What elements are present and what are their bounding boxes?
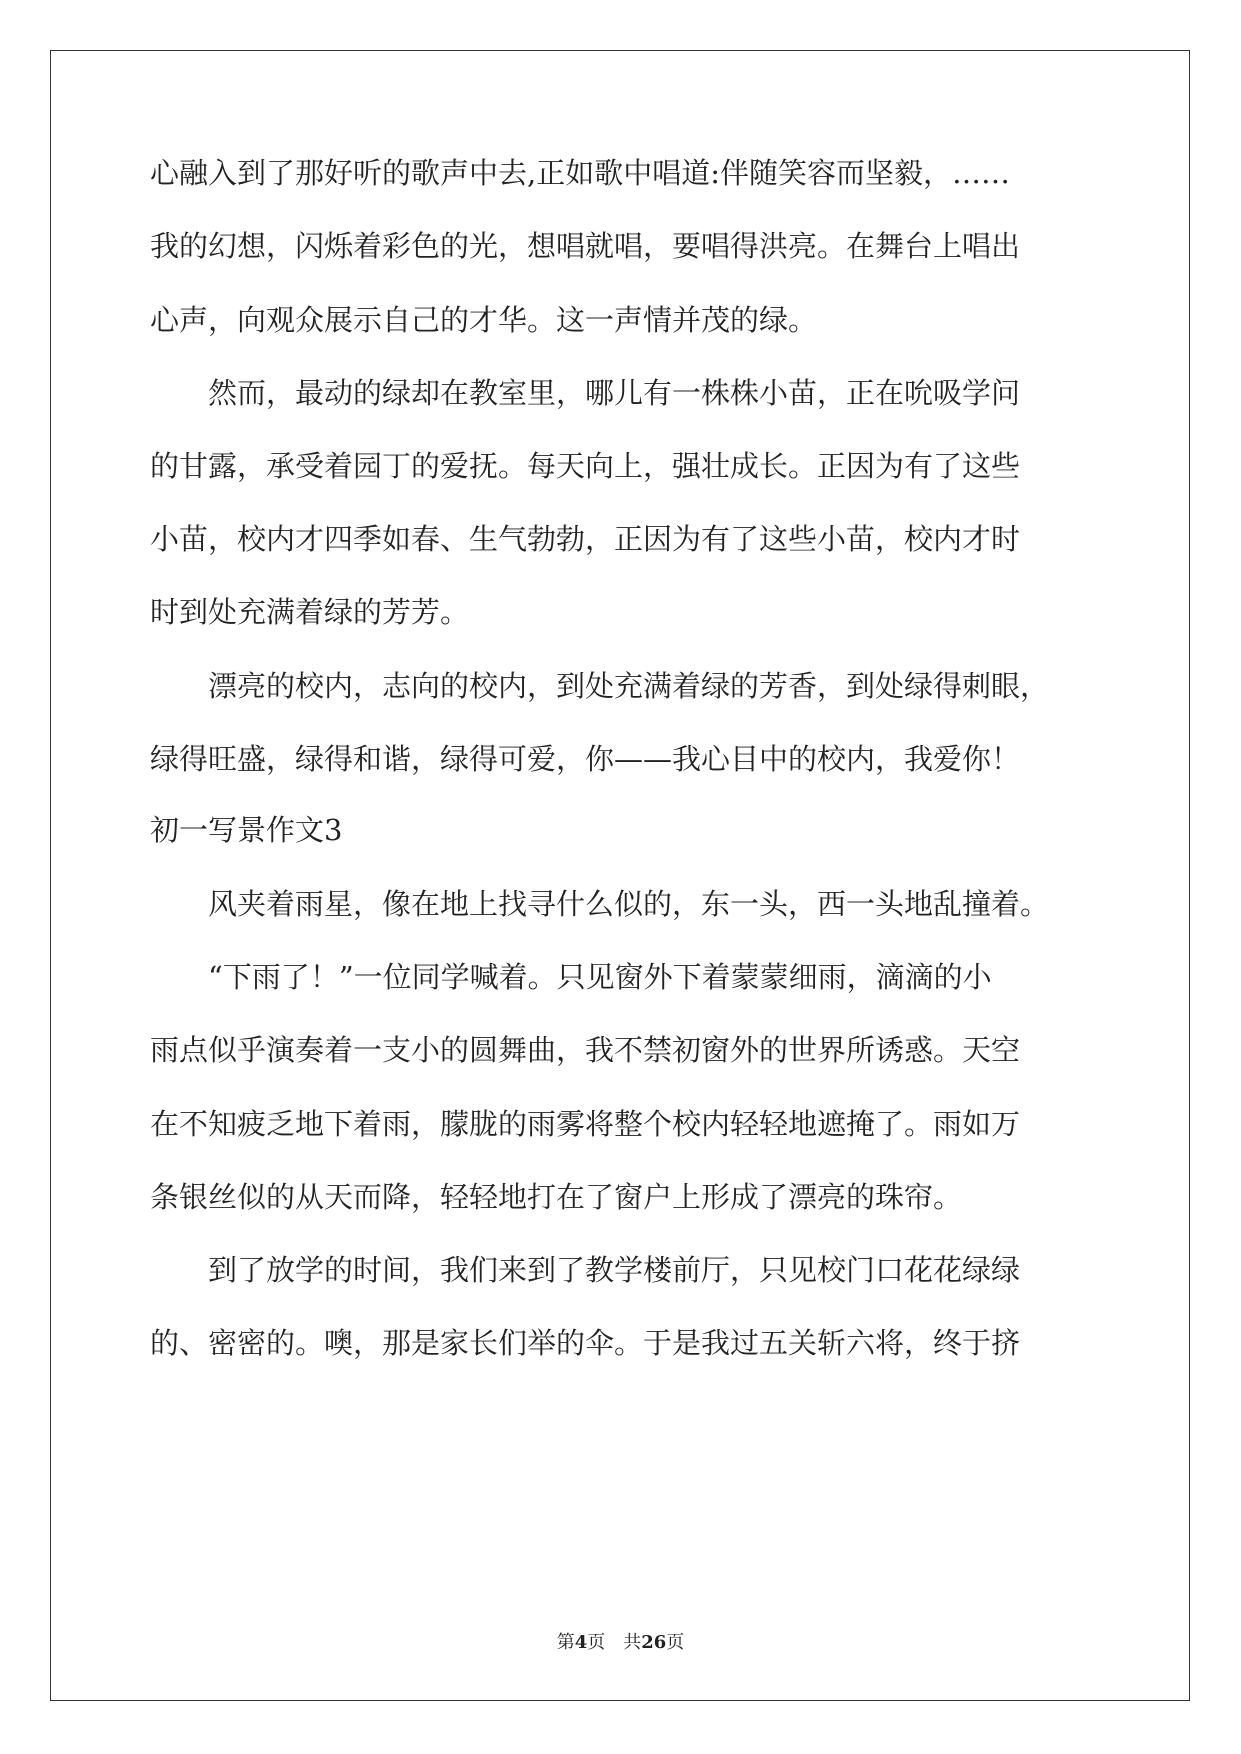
text-line: 然而，最动的绿却在教室里，哪儿有一株株小苗，正在吮吸学问 [150, 376, 1021, 410]
text-line: 绿得旺盛，绿得和谐，绿得可爱，你——我心目中的校内，我爱你！ [150, 742, 1021, 776]
page-footer [0, 1628, 1241, 1654]
page-prefix: 第 [556, 1632, 575, 1653]
text-line: 的甘露，承受着园丁的爱抚。每天向上，强壮成长。正因为有了这些 [150, 449, 1021, 483]
text-line: 雨点似乎演奏着一支小的圆舞曲，我不禁初窗外的世界所诱惑。天空 [150, 1033, 1021, 1067]
text-line: 的、密密的。噢，那是家长们举的伞。于是我过五关斩六将，终于挤 [150, 1326, 1021, 1360]
page-border [50, 50, 1190, 1701]
page-total: 26 [641, 1632, 667, 1653]
page-current: 4 [574, 1632, 588, 1653]
text-line: 在不知疲乏地下着雨，朦胧的雨雾将整个校内轻轻地遮掩了。雨如万 [150, 1107, 1021, 1141]
section-heading: 初一写景作文3 [150, 813, 343, 847]
text-line: 漂亮的校内，志向的校内，到处充满着绿的芳香，到处绿得刺眼， [150, 669, 1050, 703]
text-line: 时到处充满着绿的芳芳。 [150, 595, 470, 629]
text-line: 条银丝似的从天而降，轻轻地打在了窗户上形成了漂亮的珠帘。 [150, 1180, 963, 1214]
text-line: 我的幻想，闪烁着彩色的光，想唱就唱，要唱得洪亮。在舞台上唱出 [150, 229, 1021, 263]
total-prefix: 共 [623, 1632, 642, 1653]
text-line: 心融入到了那好听的歌声中去,正如歌中唱道:伴随笑容而坚毅，…… [150, 156, 1010, 190]
page-suffix: 页 [587, 1632, 606, 1653]
total-suffix: 页 [666, 1632, 685, 1653]
text-line: 到了放学的时间，我们来到了教学楼前厅，只见校门口花花绿绿 [150, 1253, 1021, 1287]
text-line: “下雨了！”一位同学喊着。只见窗外下着蒙蒙细雨，滴滴的小 [150, 960, 992, 994]
text-line: 心声，向观众展示自己的才华。这一声情并茂的绿。 [150, 303, 818, 337]
text-line: 风夹着雨星，像在地上找寻什么似的，东一头，西一头地乱撞着。 [150, 887, 1050, 921]
text-line: 小苗，校内才四季如春、生气勃勃，正因为有了这些小苗，校内才时 [150, 522, 1021, 556]
